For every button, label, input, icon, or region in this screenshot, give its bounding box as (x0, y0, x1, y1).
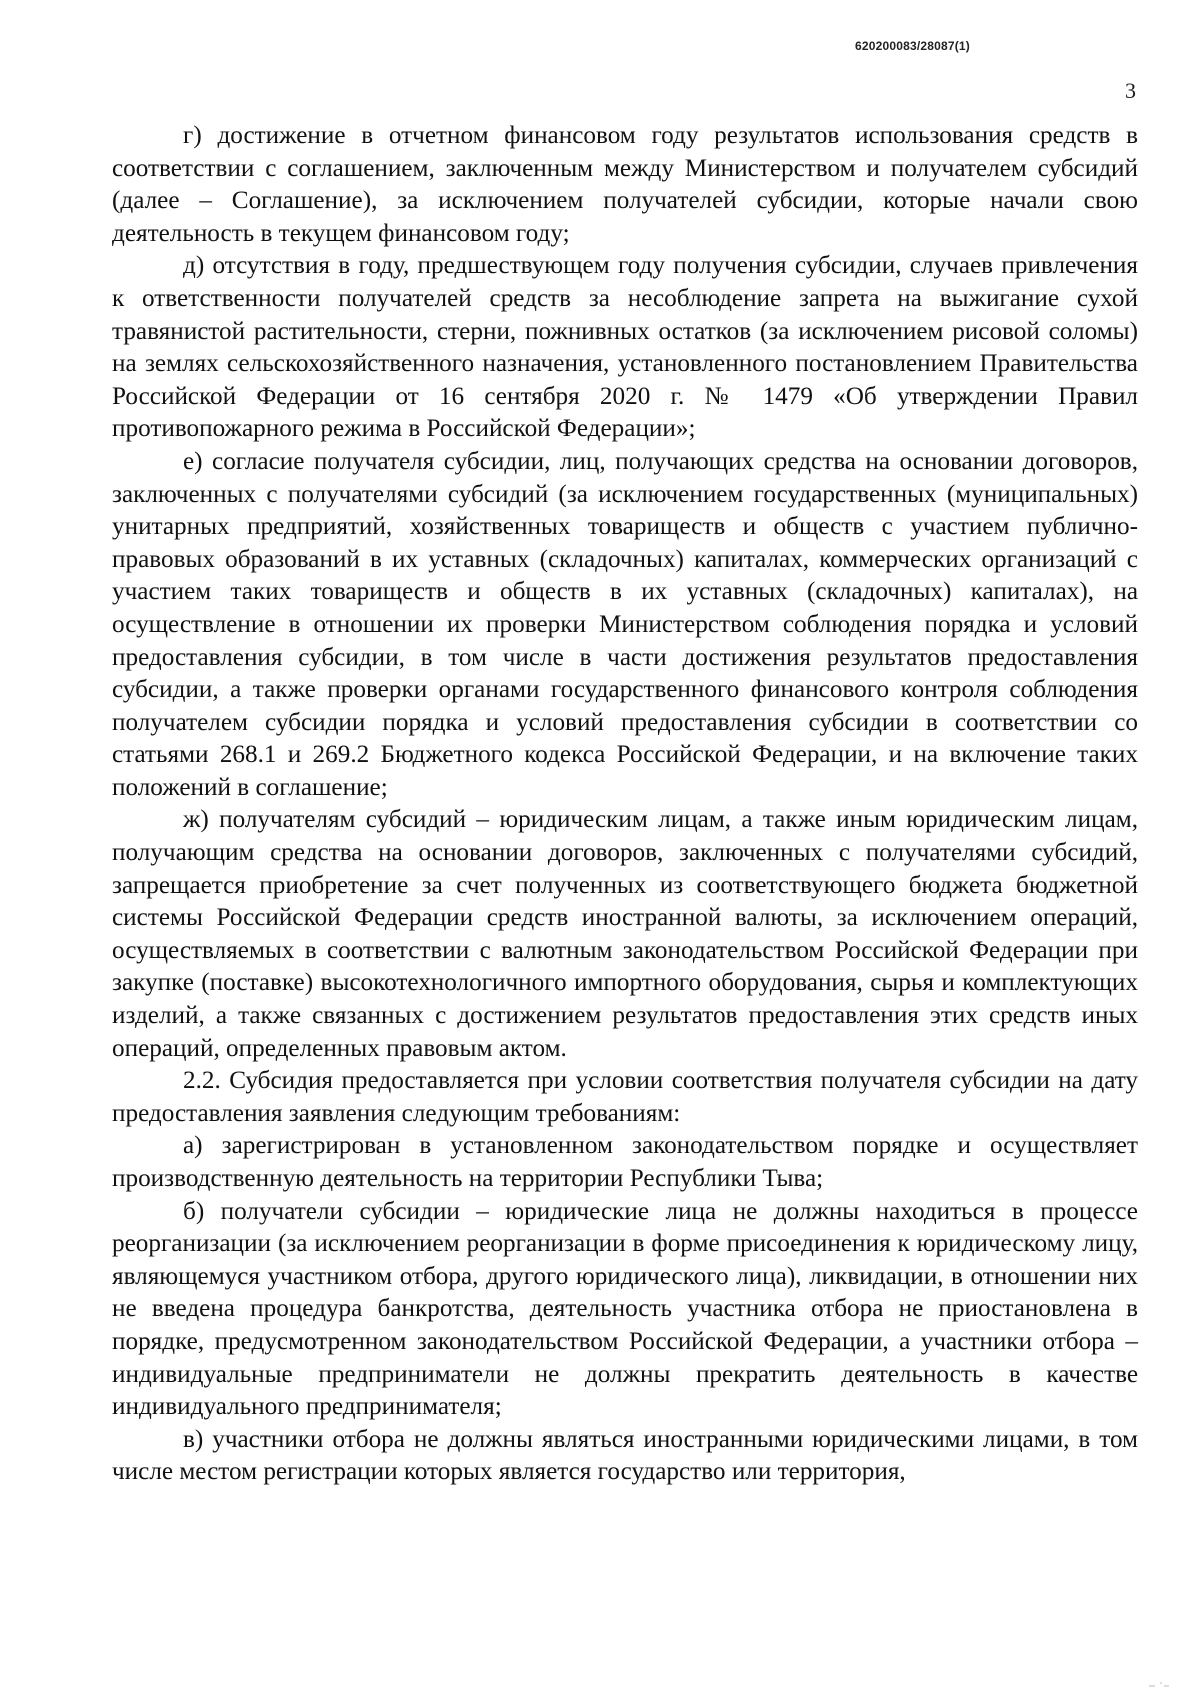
document-id: 620200083/28087(1) (854, 39, 970, 53)
paragraph-d: д) отсутствия в году, предшествующем году получения субсидии, случаев привлечения к ответственности получателей средств за несоблюдение запрета на выжигание сухой травянистой растительности, стерни, пожнивных остатков (за исключением рисовой соломы) на землях сельскохозяйственного назначения, установленного постановлением Правительства Российской Федерации от 16 сентября 2020 г. № 1479 «Об утверждении Правил противопожарного режима в Российской Федерации»; (112, 252, 1138, 443)
scan-artifact-mark (1148, 1680, 1170, 1688)
page-body (112, 120, 1138, 1489)
paragraph-2-2: 2.2. Субсидия предоставляется при условии соответствия получателя субсидии на дату предоставления заявления следующим требованиям: (112, 1067, 1138, 1127)
paragraph-g: г) достижение в отчетном финансовом году результатов использования средств в соответствии с соглашением, заключенным между Министерством и получателем субсидий (далее – Соглашение), за исключением получателей субсидии, которые начали свою деятельность в текущем финансовом году; (112, 122, 1138, 247)
paragraph-a: а) зарегистрирован в установленном законодательством порядке и осуществляет производственную деятельность на территории Республики Тыва; (112, 1132, 1138, 1192)
paragraph-b: б) получатели субсидии – юридические лица не должны находиться в процессе реорганизации (за исключением реорганизации в форме присоединения к юридическому лицу, являющемуся участником отбора, другого юридического лица), ликвидации, в отношении них не введена процедура банкротства, деятельность участника отбора не приостановлена в порядке, предусмотренном законодательством Российской Федерации, а участники отбора – индивидуальные предприниматели не должны прекратить деятельность в качестве индивидуального предпринимателя; (112, 1197, 1138, 1421)
paragraph-v: в) участники отбора не должны являться иностранными юридическими лицами, в том числе местом регистрации которых является государство или территория, (112, 1425, 1138, 1486)
page-number: 3 (1125, 78, 1136, 103)
paragraph-e: е) согласие получателя субсидии, лиц, получающих средства на основании договоров, заключенных с получателями субсидий (за исключением государственных (муниципальных) унитарных предприятий, хозяйственных товариществ и обществ с участием публично-правовых образований в их уставных (складочных) капиталах, коммерческих организаций с участием таких товариществ и обществ в их уставных (складочных) капиталах), на осуществление в отношении их проверки Министерством соблюдения порядка и условий предоставления субсидии, в том числе в части достижения результатов предоставления субсидии, а также проверки органами государственного финансового контроля соблюдения получателем субсидии порядка и условий предоставления субсидии в соответствии со статьями 268.1 и 269.2 Бюджетного кодекса Российской Федерации, и на включение таких положений в соглашение; (112, 447, 1138, 801)
paragraph-zh: ж) получателям субсидий – юридическим лицам, а также иным юридическим лицам, получающим средства на основании договоров, заключенных с получателями субсидий, запрещается приобретение за счет полученных из соответствующего бюджета бюджетной системы Российской Федерации средств иностранной валюты, за исключением операций, осуществляемых в соответствии с валютным законодательством Российской Федерации при закупке (поставке) высокотехнологичного импортного оборудования, сырья и комплектующих изделий, а также связанных с достижением результатов предоставления этих средств иных операций, определенных правовым актом. (112, 806, 1138, 1062)
